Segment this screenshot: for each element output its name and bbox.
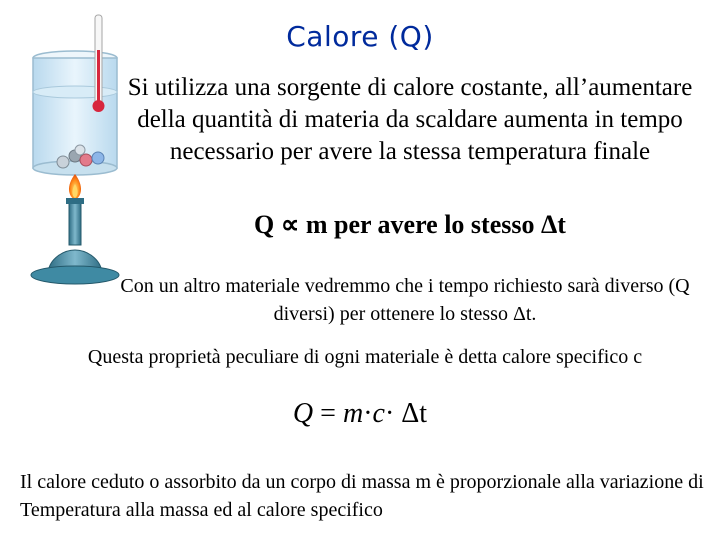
formula-q: Q bbox=[292, 398, 314, 429]
formula-delta-t: Δt bbox=[401, 398, 428, 429]
formula-c: c bbox=[372, 398, 385, 429]
proportionality-formula: Q ∝ m per avere lo stesso Δt bbox=[254, 210, 566, 239]
other-material-paragraph: Con un altro materiale vedremmo che i tempo richiesto sarà diverso (Q diversi) per ottenere lo stesso Δt. bbox=[120, 275, 690, 325]
specific-heat-paragraph: Questa proprietà peculiare di ogni materiale è detta calore specifico c bbox=[87, 346, 643, 368]
formula-dot: · bbox=[384, 398, 395, 429]
slide-title: Calore (Q) bbox=[286, 20, 434, 53]
formula-equals: = bbox=[320, 398, 336, 429]
conclusion-paragraph: Il calore ceduto o assorbito da un corpo di massa m è proporzionale alla variazione di Temperatura alla massa ed al calore specifico bbox=[20, 471, 704, 521]
formula-m: m bbox=[342, 398, 364, 429]
flame bbox=[69, 174, 81, 200]
intro-paragraph: Si utilizza una sorgente di calore costante, all’aumentare della quantità di materia da scaldare aumenta in tempo necessario per avere la stessa temperatura finale bbox=[127, 74, 693, 165]
formula-dot: · bbox=[363, 398, 373, 429]
heat-formula bbox=[200, 398, 520, 430]
